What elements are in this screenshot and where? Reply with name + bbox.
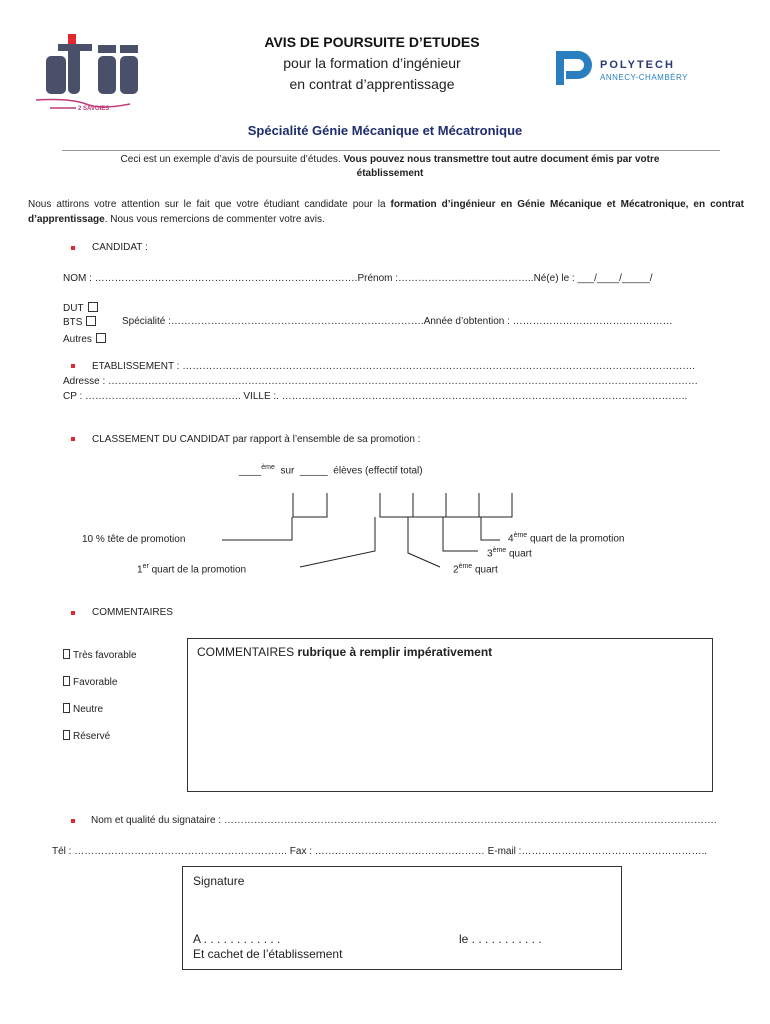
top10-connector (222, 517, 292, 540)
document-subtitle-1: pour la formation d’ingénieur (283, 55, 461, 71)
signature-box[interactable] (182, 866, 622, 970)
intro-paragraph (90, 153, 690, 181)
label-q3 (487, 547, 532, 559)
etab-bullet (71, 364, 75, 368)
comments-box[interactable] (187, 638, 713, 792)
signataire-bullet (71, 819, 75, 823)
label-q4 (508, 532, 624, 544)
avis-option-tres-favorable[interactable] (63, 649, 137, 661)
avis-label: Neutre (73, 704, 104, 715)
label-q1-num: 1 (137, 564, 143, 576)
label-q1 (137, 563, 246, 575)
top10-bracket (293, 493, 327, 517)
bts-option[interactable] (63, 316, 96, 328)
attention-paragraph (28, 197, 744, 227)
label-q2-num: 2 (453, 564, 459, 576)
dut-label: DUT (63, 303, 84, 314)
polytech-campus: ANNECY-CHAMBÉRY (600, 73, 688, 82)
rank-blank: ____ (239, 465, 262, 477)
label-q4-text: quart de la promotion (527, 533, 625, 545)
q1-connector (300, 517, 375, 567)
label-q3-text: quart (506, 548, 532, 560)
label-q2 (453, 563, 498, 575)
avis-option-reserve[interactable] (63, 730, 110, 742)
q2-connector (408, 517, 440, 567)
avis-option-favorable[interactable] (63, 676, 117, 688)
speciality-divider (62, 150, 720, 151)
eleves-label: élèves (effectif total) (333, 465, 423, 477)
q3-connector (443, 517, 478, 551)
comments-box-required: rubrique à remplir impérativement (297, 645, 493, 659)
avis-label: Réservé (73, 731, 111, 742)
classement-heading: CLASSEMENT DU CANDIDAT par rapport à l’ensemble de sa promotion : (92, 434, 421, 445)
itii-logo (30, 30, 160, 120)
speciality-heading: Spécialité Génie Mécanique et Mécatronique (247, 123, 523, 138)
candidat-heading: CANDIDAT : (92, 242, 148, 253)
label-q2-sup: ème (458, 563, 473, 570)
autres-checkbox[interactable] (96, 333, 106, 343)
dut-option[interactable] (63, 302, 98, 314)
rank-line (239, 464, 423, 476)
label-q1-sup: er (142, 563, 149, 570)
label-q2-text: quart (472, 564, 498, 576)
comments-box-label: COMMENTAIRES (197, 645, 298, 659)
total-blank: _____ (299, 465, 328, 477)
attention-text-a: Nous attirons votre attention sur le fait que votre étudiant candidate pour la (28, 199, 391, 210)
document-title: AVIS DE POURSUITE D’ETUDES (264, 34, 480, 50)
itii-caption: 2 SAVOIES (78, 106, 110, 112)
label-q4-sup: ème (513, 532, 528, 539)
label-q4-num: 4 (508, 533, 514, 545)
q4-connector (481, 517, 500, 540)
avis-checkbox[interactable] (63, 703, 70, 713)
intro-emphasis: Vous pouvez nous transmettre tout autre document émis par votre établissement (343, 154, 660, 179)
comments-box-title (197, 645, 492, 659)
candidat-bullet (71, 246, 75, 250)
polytech-name: POLYTECH (600, 59, 675, 71)
autres-option[interactable] (63, 333, 106, 345)
polytech-logo (548, 45, 728, 95)
commentaires-heading: COMMENTAIRES (92, 607, 173, 618)
signature-place: A . . . . . . . . . . . . (193, 932, 281, 946)
dut-checkbox[interactable] (88, 302, 98, 312)
label-q3-sup: ème (492, 547, 507, 554)
contact-line: Tél : ………………………………………………………. Fax : …………………………………………… E-mail :……………………………………………….. (52, 846, 708, 857)
document-subtitle-2: en contrat d’apprentissage (289, 76, 455, 92)
avis-label: Favorable (73, 677, 118, 688)
rank-sur: sur (280, 465, 295, 477)
avis-label: Très favorable (73, 650, 137, 661)
candidat-name-line: NOM : …………………………………………………………………….Prénom :…………………………………..Né(e) le : ___/____/_____/ (63, 273, 653, 284)
label-top10: 10 % tête de promotion (82, 534, 186, 545)
signature-date: le . . . . . . . . . . . (459, 932, 542, 946)
label-q1-text: quart de la promotion (148, 564, 247, 576)
signataire-line: Nom et qualité du signataire : …………………………………………………………………………………………………………………………………. (91, 815, 717, 826)
attention-text-c: . Nous vous remercions de commenter votre avis. (104, 214, 325, 225)
intro-text: Ceci est un exemple d’avis de poursuite d’études. (120, 154, 344, 165)
cp-ville-line: CP : ……………………………………….. VILLE :. ………………………………………………………………………………………………………….. (63, 391, 688, 402)
commentaires-bullet (71, 611, 75, 615)
specialite-line: Spécialité :………………………………………………………………….Année d’obtention : ………………………………………… (122, 316, 673, 327)
signature-cachet: Et cachet de l’établissement (193, 947, 343, 961)
signature-title: Signature (193, 874, 245, 888)
attention-text-b: formation d’ingénieur en Génie Mécanique et Mécatronique, en contrat d’apprentissage (28, 199, 744, 225)
rank-sup: ème (261, 464, 275, 471)
avis-option-neutre[interactable] (63, 703, 103, 715)
adresse-line: Adresse : …………………………………………………………………………………………………………………………………………………………… (63, 376, 699, 387)
avis-checkbox[interactable] (63, 649, 70, 659)
bts-label: BTS (63, 317, 83, 328)
label-q3-num: 3 (487, 548, 493, 560)
polytech-logo-icon (548, 45, 592, 89)
avis-checkbox[interactable] (63, 730, 70, 740)
classement-bullet (71, 437, 75, 441)
etablissement-line: ETABLISSEMENT : ………………………………………………………………………………………………………………………………………. (92, 361, 695, 372)
bts-checkbox[interactable] (86, 316, 96, 326)
autres-label: Autres (63, 334, 92, 345)
avis-checkbox[interactable] (63, 676, 70, 686)
